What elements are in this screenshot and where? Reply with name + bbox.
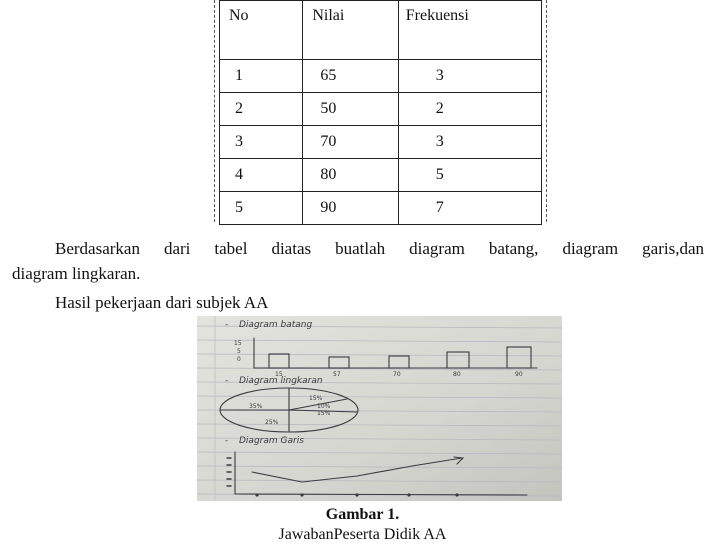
frequency-table (219, 0, 542, 225)
pie-label: 15% (309, 395, 323, 402)
line-heading-prefix: - (225, 436, 229, 446)
pie-label: 15% (317, 410, 331, 417)
handwritten-answer-photo (197, 316, 562, 501)
cell-no: 5 (220, 192, 303, 225)
pie-heading-prefix: - (225, 376, 229, 386)
line-heading: Diagram Garis (239, 436, 304, 446)
cell-nilai: 50 (303, 93, 398, 126)
pie-heading: Diagram lingkaran (239, 376, 323, 386)
bar-x-tick: 70 (393, 371, 401, 378)
cell-frekuensi: 2 (398, 93, 541, 126)
cell-frekuensi: 7 (398, 192, 541, 225)
header-frekuensi: Frekuensi (398, 1, 541, 60)
table-right-dashed-border (546, 0, 547, 222)
cell-no: 4 (220, 159, 303, 192)
instruction-paragraph (12, 236, 704, 286)
table-row (220, 159, 542, 192)
instruction-line-2: diagram lingkaran. (12, 264, 141, 283)
cell-nilai: 65 (303, 60, 398, 93)
table-row (220, 60, 542, 93)
table-header-row (220, 1, 542, 60)
cell-no: 3 (220, 126, 303, 159)
bar-x-tick: 15 (275, 371, 283, 378)
result-intro: Hasil pekerjaan dari subjek AA (55, 293, 269, 312)
figure-caption-subtitle: JawabanPeserta Didik AA (278, 526, 447, 543)
pie-label: 10% (317, 403, 331, 410)
bar-y-tick: 5 (237, 348, 241, 355)
pie-label: 25% (265, 419, 279, 426)
table-left-dashed-border (214, 0, 215, 222)
instruction-line-1: Berdasarkan dari tabel diatas buatlah diagram batang, diagram garis,dan (55, 239, 704, 258)
table-row (220, 93, 542, 126)
bar-x-tick: 80 (453, 371, 461, 378)
bar-x-tick: 90 (515, 371, 523, 378)
header-nilai: Nilai (303, 1, 398, 60)
bar-y-tick: 0 (237, 356, 241, 363)
cell-no: 1 (220, 60, 303, 93)
cell-nilai: 70 (303, 126, 398, 159)
cell-frekuensi: 3 (398, 60, 541, 93)
bar-y-tick: 15 (234, 340, 242, 347)
bar-heading: Diagram batang (239, 320, 313, 330)
cell-nilai: 80 (303, 159, 398, 192)
cell-frekuensi: 5 (398, 159, 541, 192)
table-row (220, 126, 542, 159)
pie-label: 35% (249, 403, 263, 410)
cell-frekuensi: 3 (398, 126, 541, 159)
bar-heading-prefix: - (225, 320, 229, 330)
header-no: No (220, 1, 303, 60)
figure-caption-title: Gambar 1. (325, 506, 400, 523)
table-row (220, 192, 542, 225)
bar-x-tick: 57 (333, 371, 341, 378)
cell-nilai: 90 (303, 192, 398, 225)
cell-no: 2 (220, 93, 303, 126)
